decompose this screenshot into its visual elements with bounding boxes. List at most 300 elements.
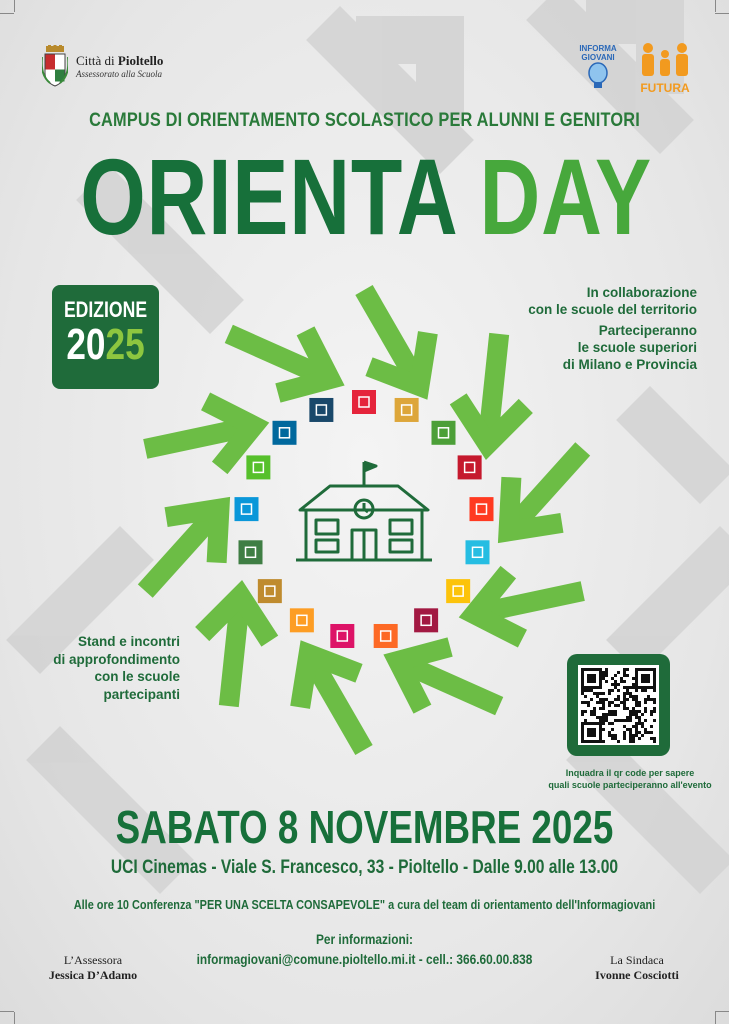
qr-module (614, 680, 617, 683)
qr-module (614, 686, 617, 689)
qr-module (587, 704, 590, 707)
qr-module (599, 701, 602, 704)
sdg-15-life-on-land-icon (246, 455, 270, 479)
qr-module (623, 704, 626, 707)
qr-module (629, 728, 632, 731)
stand-line3: con le scuole (94, 669, 180, 684)
qr-module (629, 737, 632, 740)
qr-code-icon[interactable] (578, 665, 659, 745)
qr-module (581, 683, 584, 686)
qr-module (623, 686, 626, 689)
sdg-14-life-below-water-icon (235, 497, 259, 521)
qr-module (608, 713, 611, 716)
qr-module (623, 674, 626, 677)
qr-module (614, 698, 617, 701)
sdg-8-decent-work-icon (414, 608, 438, 632)
qr-module (608, 731, 611, 734)
title-part2: DAY (479, 136, 653, 257)
qr-module (641, 689, 644, 692)
qr-module (626, 698, 629, 701)
qr-module (632, 707, 635, 710)
sdg-2-zero-hunger-icon (395, 398, 419, 422)
qr-module (626, 674, 629, 677)
qr-module (593, 731, 596, 734)
qr-module (599, 668, 602, 671)
qr-module (623, 719, 626, 722)
qr-module (653, 677, 656, 680)
qr-module (605, 719, 608, 722)
qr-module (653, 740, 656, 743)
qr-module (626, 719, 629, 722)
sdg-3-good-health-icon (431, 421, 455, 445)
qr-module (593, 707, 596, 710)
event-date: SABATO 8 NOVEMBRE 2025 (115, 801, 614, 853)
qr-module (599, 722, 602, 725)
qr-module (617, 698, 620, 701)
qr-module (590, 731, 593, 734)
qr-module (650, 686, 653, 689)
qr-module (635, 722, 638, 725)
qr-module (632, 695, 635, 698)
qr-module (623, 737, 626, 740)
qr-module (644, 677, 647, 680)
qr-module (593, 677, 596, 680)
qr-module (584, 719, 587, 722)
qr-module (635, 695, 638, 698)
qr-module (620, 677, 623, 680)
qr-module (647, 680, 650, 683)
stand-line2: di approfondimento (53, 651, 180, 667)
city-name: Pioltello (117, 53, 164, 68)
qr-module (581, 725, 584, 728)
qr-module (635, 683, 638, 686)
qr-module (635, 671, 638, 674)
qr-module (650, 698, 653, 701)
qr-module (581, 713, 584, 716)
sdg-5-gender-equality-icon (469, 497, 493, 521)
qr-module (614, 734, 617, 737)
qr-module (608, 689, 611, 692)
qr-module (629, 740, 632, 743)
qr-module (599, 686, 602, 689)
qr-module (653, 701, 656, 704)
qr-module (623, 734, 626, 737)
qr-module (596, 686, 599, 689)
qr-module (590, 674, 593, 677)
signature-right-name: Ivonne Cosciotti (595, 968, 679, 982)
qr-module (641, 680, 644, 683)
qr-module (587, 686, 590, 689)
qr-module (638, 704, 641, 707)
qr-module (632, 710, 635, 713)
qr-module (644, 698, 647, 701)
qr-module (635, 677, 638, 680)
qr-module (584, 686, 587, 689)
qr-module (632, 725, 635, 728)
qr-module (599, 692, 602, 695)
qr-module (593, 734, 596, 737)
qr-module (617, 704, 620, 707)
info-label: Per informazioni: (315, 932, 414, 947)
qr-module (626, 689, 629, 692)
qr-module (605, 713, 608, 716)
qr-module (587, 689, 590, 692)
edition-year-part1: 20 (66, 320, 106, 369)
signature-sindaca (572, 953, 702, 983)
qr-code-frame[interactable] (567, 654, 670, 756)
futura-label: FUTURA (640, 81, 690, 95)
qr-module (626, 707, 629, 710)
qr-module (590, 728, 593, 731)
qr-module (590, 722, 593, 725)
signature-left-role: L’Assessora (63, 953, 123, 967)
qr-module (584, 689, 587, 692)
qr-module (593, 680, 596, 683)
qr-module (647, 677, 650, 680)
qr-module (596, 722, 599, 725)
qr-module (629, 713, 632, 716)
city-prefix: Città di (76, 53, 115, 68)
qr-module (599, 674, 602, 677)
qr-module (590, 734, 593, 737)
qr-module (584, 668, 587, 671)
qr-module (599, 740, 602, 743)
qr-module (596, 695, 599, 698)
qr-module (587, 674, 590, 677)
qr-module (614, 713, 617, 716)
qr-module (608, 692, 611, 695)
qr-module (602, 692, 605, 695)
qr-module (605, 698, 608, 701)
qr-module (602, 701, 605, 704)
qr-module (581, 731, 584, 734)
collab-line2: con le scuole del territorio (528, 302, 697, 317)
qr-module (620, 680, 623, 683)
stand-line1: Stand e incontri (77, 634, 180, 649)
qr-module (635, 689, 638, 692)
qr-module (644, 710, 647, 713)
sdg-1-no-poverty-icon (352, 390, 376, 414)
info-contacts[interactable]: informagiovani@comune.pioltello.mi.it - cell.: 366.60.00.838 (196, 952, 533, 967)
qr-module (593, 710, 596, 713)
qr-module (635, 734, 638, 737)
qr-module (620, 719, 623, 722)
edition-year-part2: 25 (105, 320, 145, 369)
qr-module (590, 668, 593, 671)
sdg-10-reduced-inequalities-icon (330, 624, 354, 648)
qr-module (611, 689, 614, 692)
green-arrow (514, 449, 583, 525)
qr-module (587, 701, 590, 704)
qr-module (617, 695, 620, 698)
qr-module (644, 731, 647, 734)
qr-module (653, 710, 656, 713)
qr-module (602, 713, 605, 716)
sdg-12-responsible-consumption-icon (258, 579, 282, 603)
qr-module (608, 710, 611, 713)
qr-module (605, 674, 608, 677)
qr-module (581, 701, 584, 704)
qr-module (641, 677, 644, 680)
qr-module (650, 737, 653, 740)
qr-module (611, 728, 614, 731)
qr-module (632, 740, 635, 743)
qr-module (608, 704, 611, 707)
qr-module (614, 674, 617, 677)
qr-module (644, 680, 647, 683)
qr-module (635, 725, 638, 728)
qr-module (638, 710, 641, 713)
qr-module (581, 686, 584, 689)
qr-module (635, 716, 638, 719)
qr-module (593, 674, 596, 677)
qr-module (596, 716, 599, 719)
qr-module (626, 692, 629, 695)
qr-module (635, 680, 638, 683)
qr-module (611, 710, 614, 713)
informagiovani-line1: INFORMA (579, 44, 617, 53)
qr-module (584, 701, 587, 704)
qr-module (626, 716, 629, 719)
stand-line4: partecipanti (103, 686, 180, 702)
qr-module (599, 677, 602, 680)
qr-module (632, 686, 635, 689)
event-subtitle: CAMPUS DI ORIENTAMENTO SCOLASTICO PER ALUNNI E GENITORI (89, 110, 640, 131)
qr-module (617, 689, 620, 692)
qr-module (581, 680, 584, 683)
qr-module (644, 728, 647, 731)
qr-module (647, 698, 650, 701)
qr-module (599, 683, 602, 686)
qr-module (638, 737, 641, 740)
qr-module (623, 701, 626, 704)
qr-module (653, 707, 656, 710)
qr-module (644, 689, 647, 692)
qr-module (629, 695, 632, 698)
qr-module (638, 722, 641, 725)
qr-module (614, 710, 617, 713)
qr-module (602, 674, 605, 677)
qr-module (653, 680, 656, 683)
qr-module (635, 686, 638, 689)
sdg-9-industry-innovation-icon (374, 624, 398, 648)
qr-module (581, 671, 584, 674)
qr-module (599, 734, 602, 737)
qr-module (596, 740, 599, 743)
qr-module (641, 713, 644, 716)
sdg-16-peace-justice-icon (273, 421, 297, 445)
qr-module (641, 722, 644, 725)
qr-module (614, 719, 617, 722)
collab-line4: le scuole superiori (577, 340, 697, 355)
qr-module (632, 698, 635, 701)
qr-module (644, 707, 647, 710)
qr-module (584, 722, 587, 725)
qr-module (641, 686, 644, 689)
qr-module (590, 677, 593, 680)
qr-module (623, 695, 626, 698)
qr-module (617, 671, 620, 674)
qr-module (599, 731, 602, 734)
qr-module (650, 710, 653, 713)
qr-module (653, 668, 656, 671)
qr-module (641, 734, 644, 737)
qr-module (602, 677, 605, 680)
qr-module (599, 671, 602, 674)
signature-right-role: La Sindaca (610, 953, 664, 967)
qr-module (653, 686, 656, 689)
qr-module (629, 734, 632, 737)
qr-module (638, 668, 641, 671)
qr-module (650, 713, 653, 716)
qr-module (605, 716, 608, 719)
qr-module (638, 701, 641, 704)
qr-module (647, 686, 650, 689)
qr-module (653, 737, 656, 740)
qr-module (635, 710, 638, 713)
qr-module (608, 734, 611, 737)
edition-label: EDIZIONE (63, 297, 148, 322)
qr-module (599, 725, 602, 728)
qr-module (599, 716, 602, 719)
qr-module (632, 713, 635, 716)
qr-module (629, 692, 632, 695)
qr-module (635, 668, 638, 671)
qr-module (650, 668, 653, 671)
green-arrows-ring (145, 290, 582, 750)
qr-module (635, 713, 638, 716)
qr-module (623, 692, 626, 695)
green-arrow (145, 515, 214, 591)
qr-module (608, 701, 611, 704)
qr-module (599, 719, 602, 722)
qr-module (644, 719, 647, 722)
qr-module (611, 737, 614, 740)
qr-module (647, 695, 650, 698)
qr-module (650, 731, 653, 734)
qr-module (596, 701, 599, 704)
qr-module (605, 671, 608, 674)
qr-module (611, 683, 614, 686)
qr-module (590, 689, 593, 692)
qr-module (614, 704, 617, 707)
qr-module (623, 668, 626, 671)
qr-module (587, 722, 590, 725)
qr-module (638, 686, 641, 689)
qr-module (623, 698, 626, 701)
qr-module (629, 719, 632, 722)
qr-module (581, 734, 584, 737)
collab-line3: Parteciperanno (598, 323, 697, 338)
qr-module (587, 677, 590, 680)
qr-module (587, 668, 590, 671)
qr-module (638, 716, 641, 719)
qr-module (653, 671, 656, 674)
qr-module (632, 683, 635, 686)
signature-assessora (28, 953, 158, 983)
qr-module (629, 716, 632, 719)
qr-module (635, 728, 638, 731)
school-building-icon (296, 462, 432, 560)
qr-module (647, 674, 650, 677)
qr-module (629, 731, 632, 734)
qr-module (614, 683, 617, 686)
qr-module (626, 686, 629, 689)
sdg-4-quality-education-icon (458, 455, 482, 479)
qr-caption-line2: quali scuole parteciperanno all'evento (548, 780, 712, 790)
sdg-7-clean-energy-icon (446, 579, 470, 603)
qr-module (593, 728, 596, 731)
qr-module (590, 710, 593, 713)
qr-module (644, 674, 647, 677)
qr-module (623, 731, 626, 734)
qr-module (626, 728, 629, 731)
qr-module (587, 680, 590, 683)
qr-module (647, 668, 650, 671)
qr-module (593, 722, 596, 725)
event-venue: UCI Cinemas - Viale S. Francesco, 33 - Pioltello - Dalle 9.00 alle 13.00 (110, 857, 619, 878)
qr-module (647, 731, 650, 734)
qr-module (587, 734, 590, 737)
sdg-13-climate-action-icon (239, 540, 263, 564)
qr-module (641, 674, 644, 677)
event-conference: Alle ore 10 Conferenza "PER UNA SCELTA CONSAPEVOLE" a cura del team di orientamento dell'Informagiovani (73, 897, 656, 912)
qr-module (602, 671, 605, 674)
qr-module (623, 680, 626, 683)
qr-module (602, 716, 605, 719)
qr-module (635, 674, 638, 677)
qr-module (644, 668, 647, 671)
qr-module (608, 722, 611, 725)
qr-module (584, 710, 587, 713)
qr-module (602, 707, 605, 710)
qr-module (590, 686, 593, 689)
qr-module (581, 689, 584, 692)
qr-module (593, 713, 596, 716)
qr-caption (540, 767, 720, 791)
qr-module (602, 719, 605, 722)
informagiovani-line2: GIOVANI (581, 53, 615, 62)
qr-module (638, 731, 641, 734)
qr-module (623, 725, 626, 728)
qr-module (611, 677, 614, 680)
qr-module (599, 728, 602, 731)
qr-module (632, 734, 635, 737)
qr-module (641, 725, 644, 728)
qr-module (599, 698, 602, 701)
qr-module (632, 737, 635, 740)
qr-module (581, 740, 584, 743)
qr-module (641, 668, 644, 671)
qr-module (599, 707, 602, 710)
qr-module (599, 737, 602, 740)
qr-module (623, 707, 626, 710)
qr-module (632, 677, 635, 680)
stand-text (30, 633, 180, 703)
qr-module (611, 701, 614, 704)
qr-module (605, 668, 608, 671)
qr-module (602, 740, 605, 743)
qr-module (590, 698, 593, 701)
qr-module (653, 698, 656, 701)
qr-module (611, 713, 614, 716)
qr-module (602, 704, 605, 707)
qr-module (602, 698, 605, 701)
qr-module (611, 722, 614, 725)
qr-module (584, 695, 587, 698)
qr-module (620, 701, 623, 704)
qr-caption-line1: Inquadra il qr code per sapere (565, 768, 695, 778)
